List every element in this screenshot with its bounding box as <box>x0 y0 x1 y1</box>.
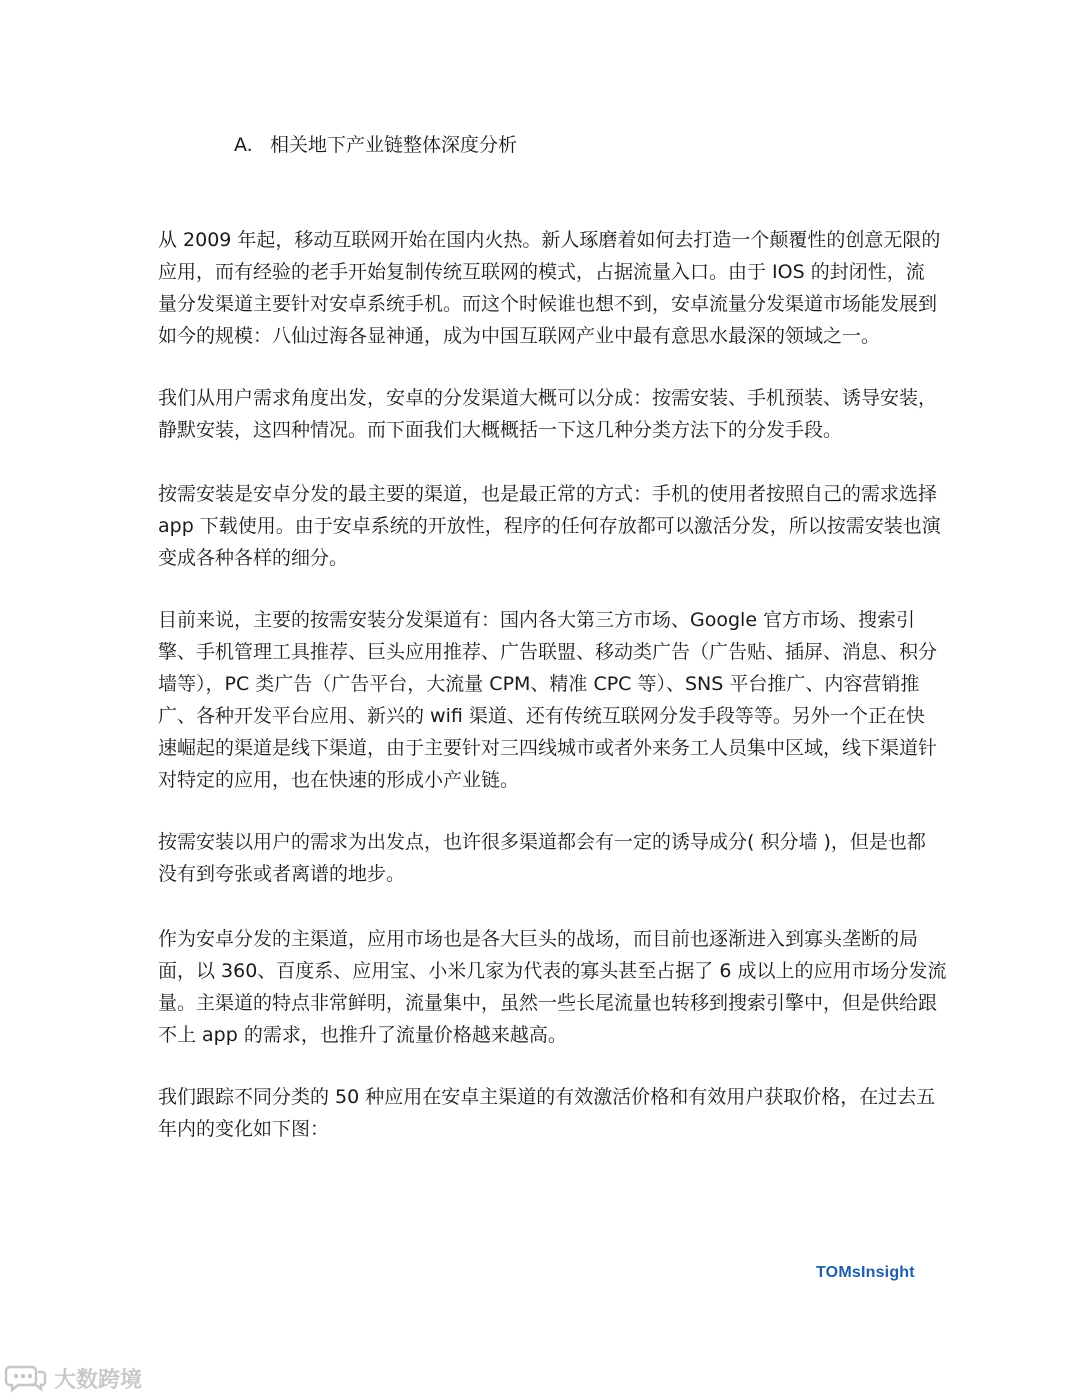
chat-bubble-logo-icon <box>4 1363 48 1393</box>
brand-logo: TOMsInsight <box>816 1264 915 1281</box>
watermark-text: 大数跨境 <box>54 1367 143 1393</box>
paragraph-line: 对特定的应用，也在快速的形成小产业链。 <box>158 769 520 791</box>
paragraph-line: 静默安装，这四种情况。而下面我们大概概括一下这几种分类方法下的分发手段。 <box>158 419 843 441</box>
paragraph-line: 速崛起的渠道是线下渠道，由于主要针对三四线城市或者外来务工人员集中区域，线下渠道针 <box>158 737 938 759</box>
watermark <box>4 1362 142 1394</box>
paragraph-line: app 下载使用。由于安卓系统的开放性，程序的任何存放都可以激活分发，所以按需安装也演 <box>158 515 941 537</box>
section-heading <box>234 131 517 159</box>
paragraph-line: 墙等），PC 类广告（广告平台，大流量 CPM、精准 CPC 等）、SNS 平台推广、内容营销推 <box>158 673 920 695</box>
paragraph-line: 按需安装以用户的需求为出发点，也许很多渠道都会有一定的诱导成分( 积分墙 )，但是也都 <box>158 831 926 853</box>
paragraph-line: 我们跟踪不同分类的 50 种应用在安卓主渠道的有效激活价格和有效用户获取价格，在过去五 <box>158 1086 936 1108</box>
paragraph-line: 作为安卓分发的主渠道，应用市场也是各大巨头的战场，而目前也逐渐进入到寡头垄断的局 <box>158 928 919 950</box>
paragraph-line: 变成各种各样的细分。 <box>158 547 349 569</box>
paragraph-2 <box>158 382 938 446</box>
paragraph-line: 从 2009 年起，移动互联网开始在国内火热。新人琢磨着如何去打造一个颠覆性的创意无限的 <box>158 229 941 251</box>
paragraph-line: 按需安装是安卓分发的最主要的渠道，也是最正常的方式：手机的使用者按照自己的需求选择 <box>158 483 938 505</box>
paragraph-3 <box>158 478 941 574</box>
heading-text: 相关地下产业链整体深度分析 <box>270 134 518 156</box>
paragraph-line: 如今的规模：八仙过海各显神通，成为中国互联网产业中最有意思水最深的领域之一。 <box>158 325 881 347</box>
paragraph-line: 没有到夸张或者离谱的地步。 <box>158 863 406 885</box>
paragraph-1 <box>158 224 941 352</box>
paragraph-line: 面，以 360、百度系、应用宝、小米几家为代表的寡头甚至占据了 6 成以上的应用市场分发流 <box>158 960 947 982</box>
paragraph-5 <box>158 826 928 890</box>
paragraph-6 <box>158 923 947 1051</box>
paragraph-line: 目前来说，主要的按需安装分发渠道有：国内各大第三方市场、Google 官方市场、搜索引 <box>158 609 916 631</box>
paragraph-line: 量分发渠道主要针对安卓系统手机。而这个时候谁也想不到，安卓流量分发渠道市场能发展到 <box>158 293 938 315</box>
paragraph-line: 量。主渠道的特点非常鲜明，流量集中，虽然一些长尾流量也转移到搜索引擎中，但是供给跟 <box>158 992 938 1014</box>
paragraph-4 <box>158 604 938 796</box>
paragraph-line: 我们从用户需求角度出发，安卓的分发渠道大概可以分成：按需安装、手机预装、诱导安装， <box>158 387 938 409</box>
paragraph-line: 应用，而有经验的老手开始复制传统互联网的模式，占据流量入口。由于 IOS 的封闭性，流 <box>158 261 925 283</box>
paragraph-line: 不上 app 的需求，也推升了流量价格越来越高。 <box>158 1024 567 1046</box>
paragraph-7 <box>158 1081 936 1145</box>
paragraph-line: 年内的变化如下图： <box>158 1118 330 1140</box>
paragraph-line: 擎、手机管理工具推荐、巨头应用推荐、广告联盟、移动类广告（广告贴、插屏、消息、积分 <box>158 641 938 663</box>
heading-marker: A. <box>234 134 253 156</box>
paragraph-line: 广、各种开发平台应用、新兴的 wifi 渠道、还有传统互联网分发手段等等。另外一个正在快 <box>158 705 925 727</box>
